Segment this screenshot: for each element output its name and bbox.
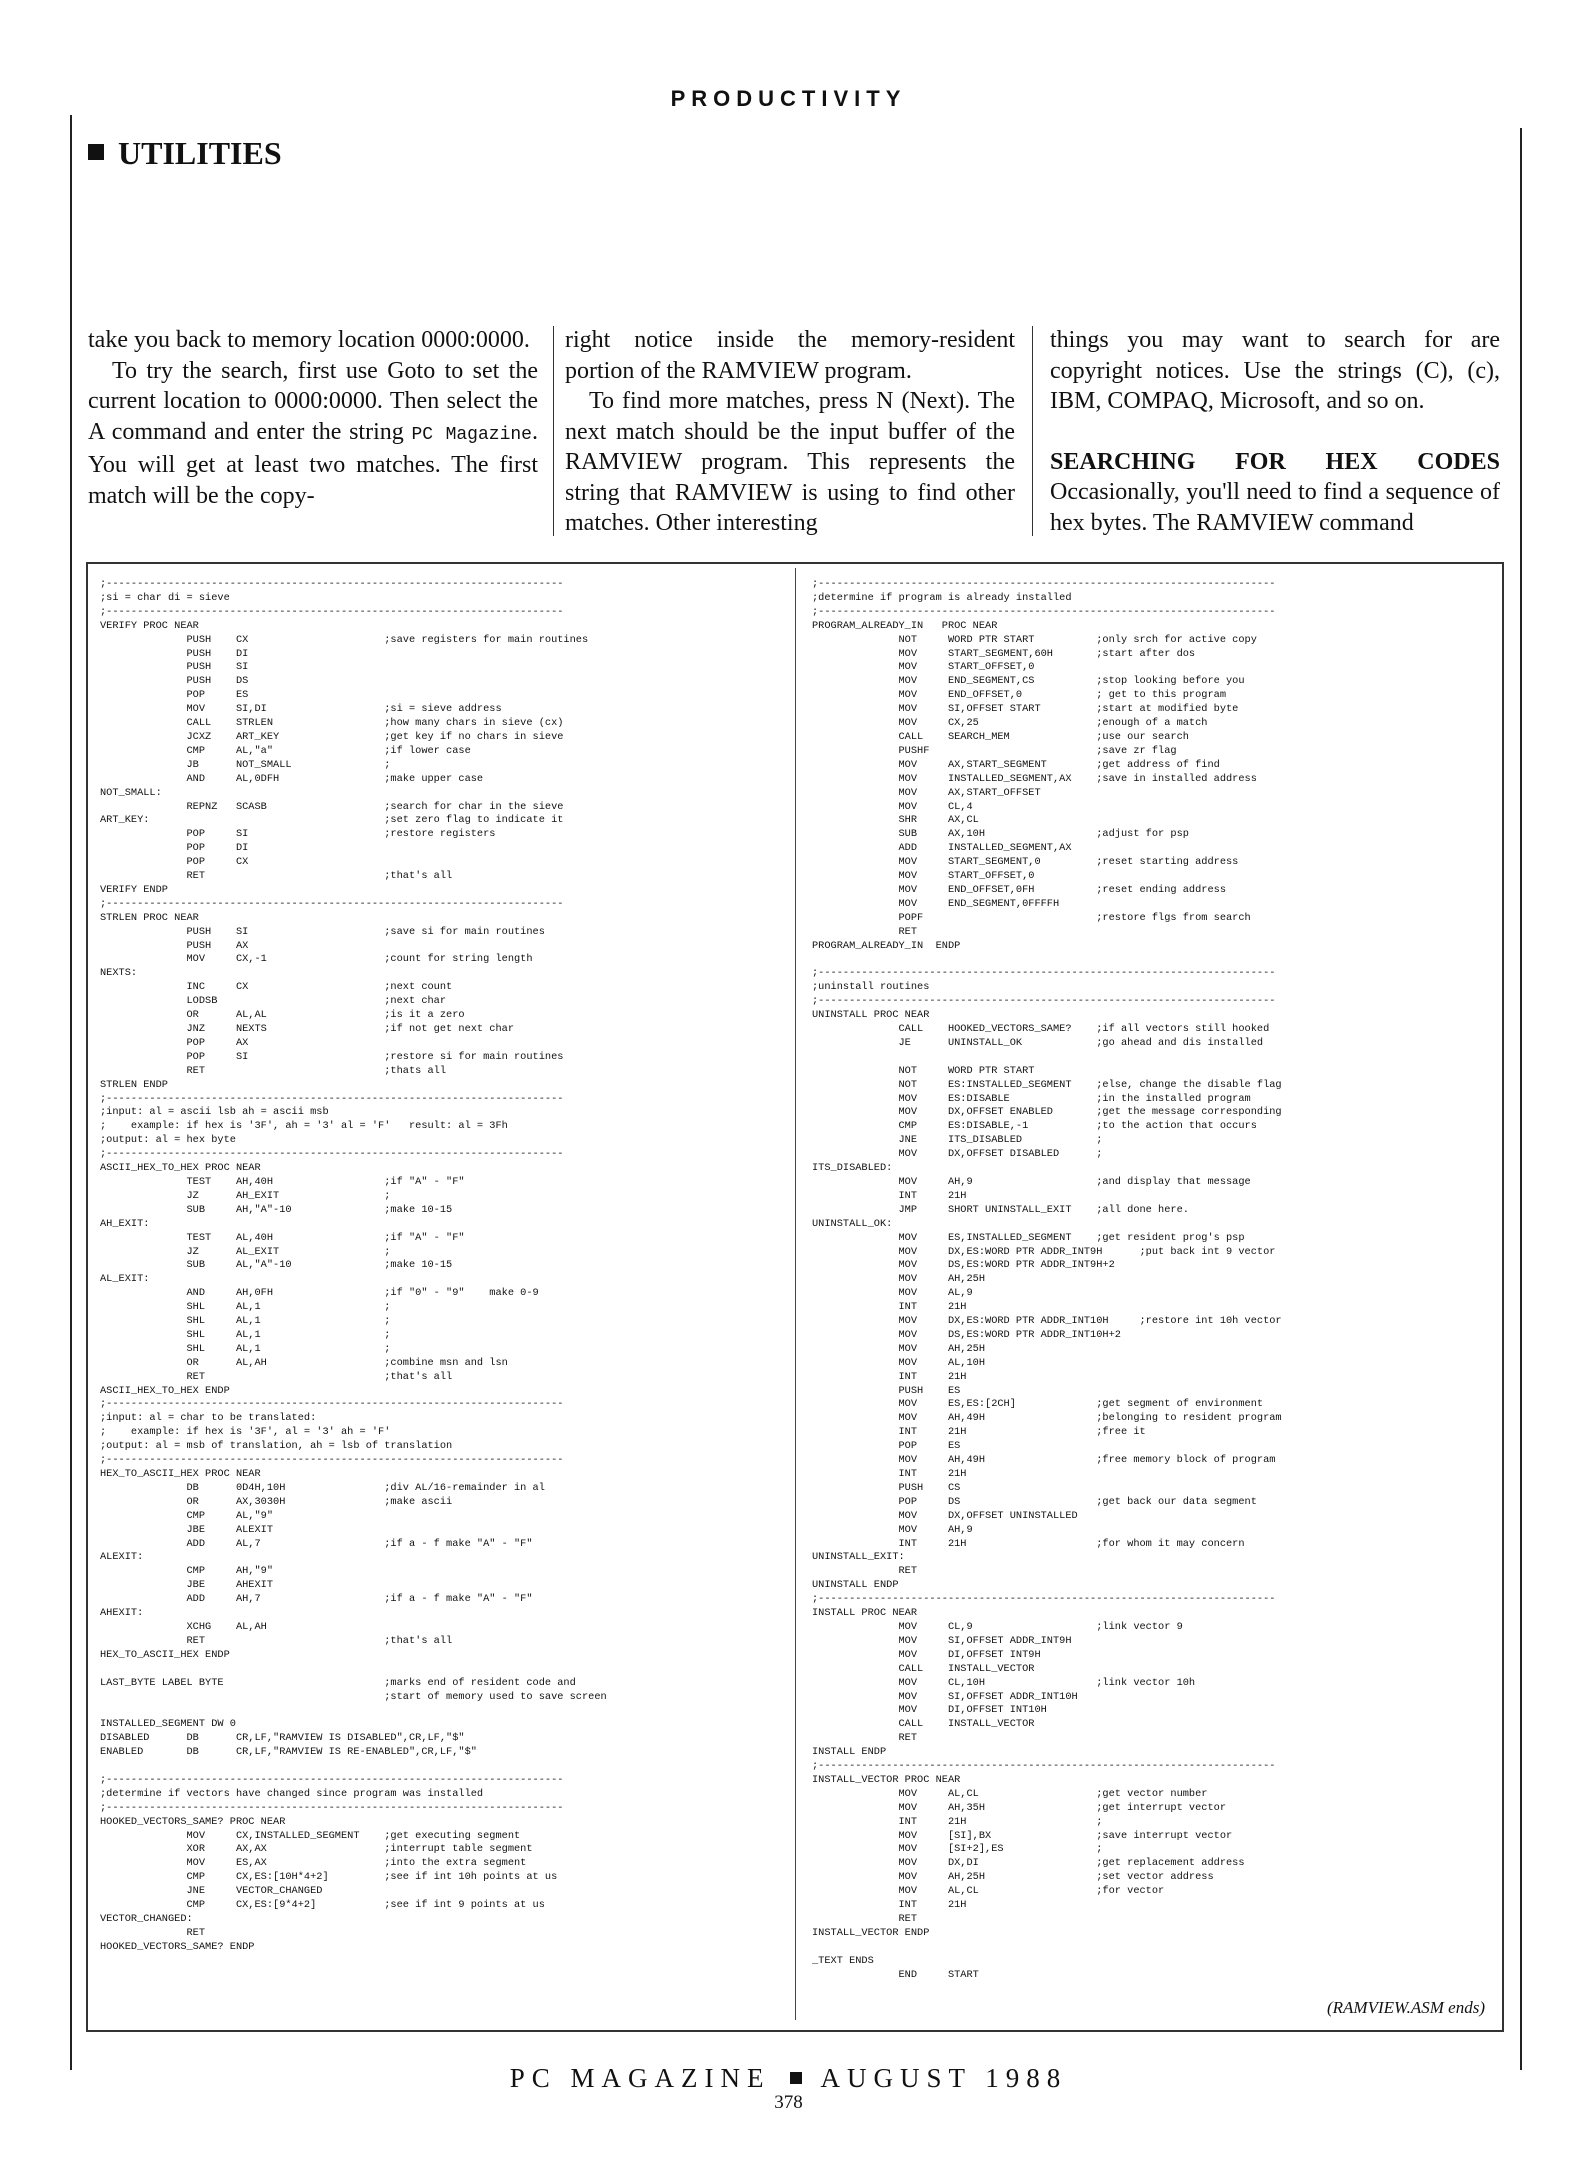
left-margin-rule xyxy=(70,115,72,2070)
column-separator xyxy=(553,326,554,536)
column-separator xyxy=(1032,326,1033,536)
issue-date: AUGUST 1988 xyxy=(820,2063,1068,2093)
text-column-2 xyxy=(565,325,1015,539)
paragraph: things you may want to search for are copyright notices. Use the strings (C), (c), IBM, COMPAQ, Microsoft, and so on. xyxy=(1050,327,1500,414)
text-column-3 xyxy=(1050,325,1500,538)
listing-caption: (RAMVIEW.ASM ends) xyxy=(1327,1998,1485,2017)
paragraph: SEARCHING FOR HEX CODES Occasionally, you'll need to find a sequence of hex bytes. The RAMVIEW command xyxy=(1050,448,1500,536)
bullet-square-icon xyxy=(88,144,104,160)
magazine-name: PC MAGAZINE xyxy=(509,2063,771,2093)
right-margin-rule xyxy=(1520,128,1522,2070)
department-heading xyxy=(88,135,282,172)
section-label: PRODUCTIVITY xyxy=(670,86,907,111)
code-listing-left: ;-------------------------------------------------------------------------- ;si = char di = sieve ;-------------------------------------------------------------------------- VERIFY PROC NEAR PUSH CX ;save registers for main routines PUSH DI PUSH SI PUSH DS POP ES MOV SI,DI ;si = sieve address CALL STRLEN ;how many chars in sieve (cx) JCXZ ART_KEY ;get key if no chars in sieve CMP AL,"a" ;if lower case JB NOT_SMALL ; AND AL,0DFH ;make upper case NOT_SMALL: REPNZ SCASB ;search for char in the sieve ART_KEY: ;set zero flag to indicate it POP SI ;restore registers POP DI POP CX RET ;that's all VERIFY ENDP ;-------------------------------------------------------------------------- STRLEN PROC NEAR PUSH SI ;save si for main routines PUSH AX MOV CX,-1 ;count for string length NEXTS: INC CX ;next count LODSB ;next char OR AL,AL ;is it a zero JNZ NEXTS ;if not get next char POP AX POP SI ;restore si for main routines RET ;thats all STRLEN ENDP ;-------------------------------------------------------------------------- ;input: al = ascii lsb ah = ascii msb ; example: if hex is '3F', ah = '3' al = 'F' result: al = 3Fh ;output: al = hex byte ;-------------------------------------------------------------------------- ASCII_HEX_TO_HEX PROC NEAR TEST AH,40H ;if "A" - "F" JZ AH_EXIT ; SUB AH,"A"-10 ;make 10-15 AH_EXIT: TEST AL,40H ;if "A" - "F" JZ AL_EXIT ; SUB AL,"A"-10 ;make 10-15 AL_EXIT: AND AH,0FH ;if "0" - "9" make 0-9 SHL AL,1 ; SHL AL,1 ; SHL AL,1 ; SHL AL,1 ; OR AL,AH ;combine msn and lsn RET ;that's all ASCII_HEX_TO_HEX ENDP ;-------------------------------------------------------------------------- ;input: al = char to be translated: ; example: if hex is '3F', al = '3' ah = 'F' ;output: al = msb of translation, ah = lsb of translation ;-------------------------------------------------------------------------- HEX_TO_ASCII_HEX PROC NEAR DB 0D4H,10H ;div AL/16-remainder in al OR AX,3030H ;make ascii CMP AL,"9" JBE ALEXIT ADD AL,7 ;if a - f make "A" - "F" ALEXIT: CMP AH,"9" JBE AHEXIT ADD AH,7 ;if a - f make "A" - "F" AHEXIT: XCHG AL,AH RET ;that's all HEX_TO_ASCII_HEX ENDP LAST_BYTE LABEL BYTE ;marks end of resident code and ;start of memory used to save screen INSTALLED_SEGMENT DW 0 DISABLED DB CR,LF,"RAMVIEW IS DISABLED",CR,LF,"$" ENABLED DB CR,LF,"RAMVIEW IS RE-ENABLED",CR,LF,"$" ;-------------------------------------------------------------------------- ;determine if vectors have changed since program was installed ;-------------------------------------------------------------------------- HOOKED_VECTORS_SAME? PROC NEAR MOV CX,INSTALLED_SEGMENT ;get executing segment XOR AX,AX ;interrupt table segment MOV ES,AX ;into the extra segment CMP CX,ES:[10H*4+2] ;see if int 10h points at us JNE VECTOR_CHANGED CMP CX,ES:[9*4+2] ;see if int 9 points at us VECTOR_CHANGED: RET HOOKED_VECTORS_SAME? ENDP xyxy=(100,578,607,1953)
paragraph: take you back to memory location 0000:0000. xyxy=(88,327,530,353)
paragraph: right notice inside the memory-resident portion of the RAMVIEW program. xyxy=(565,327,1015,384)
text-column-1 xyxy=(88,325,538,511)
inline-code: PC Magazine xyxy=(411,424,532,445)
bullet-square-icon xyxy=(790,2072,802,2084)
code-listing-right: ;-------------------------------------------------------------------------- ;determine if program is already installed ;-------------------------------------------------------------------------- PROGRAM_ALREADY_IN PROC NEAR NOT WORD PTR START ;only srch for active copy MOV START_SEGMENT,60H ;start after dos MOV START_OFFSET,0 MOV END_SEGMENT,CS ;stop looking before you MOV END_OFFSET,0 ; get to this program MOV SI,OFFSET START ;start at modified byte MOV CX,25 ;enough of a match CALL SEARCH_MEM ;use our search PUSHF ;save zr flag MOV AX,START_SEGMENT ;get address of find MOV INSTALLED_SEGMENT,AX ;save in installed address MOV AX,START_OFFSET MOV CL,4 SHR AX,CL SUB AX,10H ;adjust for psp ADD INSTALLED_SEGMENT,AX MOV START_SEGMENT,0 ;reset starting address MOV START_OFFSET,0 MOV END_OFFSET,0FH ;reset ending address MOV END_SEGMENT,0FFFFH POPF ;restore flgs from search RET PROGRAM_ALREADY_IN ENDP ;-------------------------------------------------------------------------- ;uninstall routines ;-------------------------------------------------------------------------- UNINSTALL PROC NEAR CALL HOOKED_VECTORS_SAME? ;if all vectors still hooked JE UNINSTALL_OK ;go ahead and dis installed NOT WORD PTR START NOT ES:INSTALLED_SEGMENT ;else, change the disable flag MOV ES:DISABLE ;in the installed program MOV DX,OFFSET ENABLED ;get the message corresponding CMP ES:DISABLE,-1 ;to the action that occurs JNE ITS_DISABLED ; MOV DX,OFFSET DISABLED ; ITS_DISABLED: MOV AH,9 ;and display that message INT 21H JMP SHORT UNINSTALL_EXIT ;all done here. UNINSTALL_OK: MOV ES,INSTALLED_SEGMENT ;get resident prog's psp MOV DX,ES:WORD PTR ADDR_INT9H ;put back int 9 vector MOV DS,ES:WORD PTR ADDR_INT9H+2 MOV AH,25H MOV AL,9 INT 21H MOV DX,ES:WORD PTR ADDR_INT10H ;restore int 10h vector MOV DS,ES:WORD PTR ADDR_INT10H+2 MOV AH,25H MOV AL,10H INT 21H PUSH ES MOV ES,ES:[2CH] ;get segment of environment MOV AH,49H ;belonging to resident program INT 21H ;free it POP ES MOV AH,49H ;free memory block of program INT 21H PUSH CS POP DS ;get back our data segment MOV DX,OFFSET UNINSTALLED MOV AH,9 INT 21H ;for whom it may concern UNINSTALL_EXIT: RET UNINSTALL ENDP ;-------------------------------------------------------------------------- INSTALL PROC NEAR MOV CL,9 ;link vector 9 MOV SI,OFFSET ADDR_INT9H MOV DI,OFFSET INT9H CALL INSTALL_VECTOR MOV CL,10H ;link vector 10h MOV SI,OFFSET ADDR_INT10H MOV DI,OFFSET INT10H CALL INSTALL_VECTOR RET INSTALL ENDP ;-------------------------------------------------------------------------- INSTALL_VECTOR PROC NEAR MOV AL,CL ;get vector number MOV AH,35H ;get interrupt vector INT 21H ; MOV [SI],BX ;save interrupt vector MOV [SI+2],ES ; MOV DX,DI ;get replacement address MOV AH,25H ;set vector address MOV AL,CL ;for vector INT 21H RET INSTALL_VECTOR ENDP _TEXT ENDS END START xyxy=(812,578,1282,1978)
heading-text: UTILITIES xyxy=(118,135,282,171)
paragraph: To try the search, first use Goto to set the current location to 0000:0000. Then select the A command and enter the string PC Magazine. You will get at least two matches. The first match will be the copy- xyxy=(88,357,538,509)
listing-column-divider xyxy=(795,568,796,2020)
paragraph: To find more matches, press N (Next). The next match should be the input buffer of the RAMVIEW program. This represents the string that RAMVIEW is using to find other matches. Other interesting xyxy=(565,388,1015,536)
subheading: SEARCHING FOR HEX CODES xyxy=(1050,448,1500,475)
page-number: 378 xyxy=(774,2092,803,2113)
page-footer xyxy=(0,2063,1577,2094)
